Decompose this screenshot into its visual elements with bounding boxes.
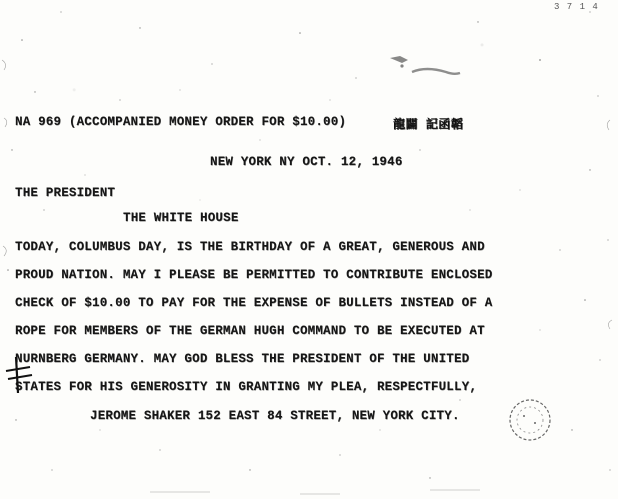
body-line-2: PROUD NATION. MAY I PLEASE BE PERMITTED TO CONTRIBUTE ENCLOSED (15, 268, 493, 282)
addressee: THE PRESIDENT (15, 186, 116, 200)
circular-stamp-icon (506, 396, 554, 444)
received-stamp-smudge (384, 50, 464, 84)
body-line-5: NURNBERG GERMANY. MAY GOD BLESS THE PRESIDENT OF THE UNITED (15, 352, 470, 366)
header-code-stamp: 龍闢 記函韜 (393, 118, 464, 132)
date-line: NEW YORK NY OCT. 12, 1946 (210, 155, 403, 169)
handwritten-mark-icon (4, 355, 34, 395)
signature-line: JEROME SHAKER 152 EAST 84 STREET, NEW YORK CITY. (90, 409, 460, 423)
body-line-3: CHECK OF $10.00 TO PAY FOR THE EXPENSE OF BULLETS INSTEAD OF A (15, 296, 493, 310)
body-line-1: TODAY, COLUMBUS DAY, IS THE BIRTHDAY OF A GREAT, GENEROUS AND (15, 240, 485, 254)
body-line-6: STATES FOR HIS GENEROSITY IN GRANTING MY PLEA, RESPECTFULLY, (15, 380, 478, 394)
body-line-4: ROPE FOR MEMBERS OF THE GERMAN HUGH COMMAND TO BE EXECUTED AT (15, 324, 485, 338)
header-line: NA 969 (ACCOMPANIED MONEY ORDER FOR $10.00) (15, 115, 347, 129)
address: THE WHITE HOUSE (123, 211, 239, 225)
archive-page-number: 3 7 1 4 (554, 2, 599, 12)
